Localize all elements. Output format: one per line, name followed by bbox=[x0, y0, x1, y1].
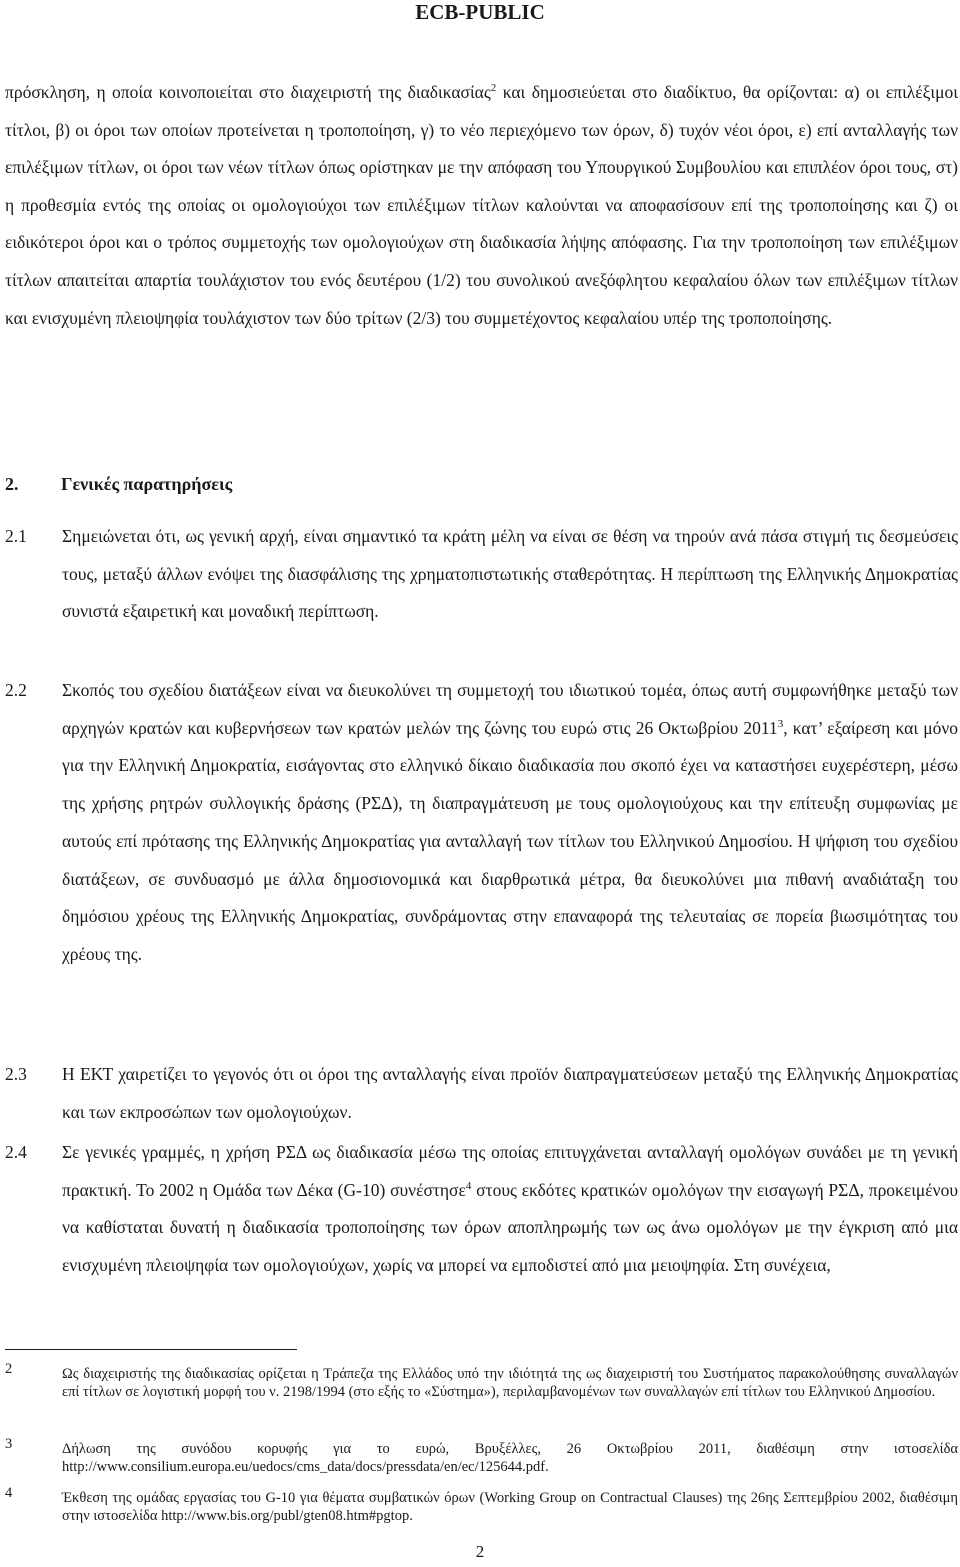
footnote-ref-3[interactable]: 3 bbox=[777, 717, 784, 730]
section-heading-title: Γενικές παρατηρήσεις bbox=[61, 474, 233, 494]
section-heading-number: 2. bbox=[5, 474, 19, 494]
section-text-part2: στους εκδότες κρατικών ομολόγων την εισαγωγή ΡΣΔ, προκειμένου να καθίσταται δυνατή η διαδικασία τροποποίησης των όρων αποπληρωμής των ως άνω ομολόγων με την έγκριση από μια ενισχυμένη πλειοψηφία των ομολογιούχων, χωρίς να μπορεί να εμποδιστεί από μια μειοψηφία. Στη συνέχεια, bbox=[62, 1179, 958, 1276]
section-text: Σημειώνεται ότι, ως γενική αρχή, είναι σημαντικό τα κράτη μέλη να είναι σε θέση να τηρούν ανά πάσα στιγμή τις δεσμεύσεις τους, μεταξύ άλλων ενόψει της διασφάλισης της χρηματοπιστωτικής σταθερότητας. Η περίπτωση της Ελληνικής Δημοκρατίας συνιστά εξαιρετική και μοναδική περίπτωση. bbox=[62, 526, 958, 622]
section-number: 2.2 bbox=[5, 680, 27, 700]
section-text-part2: , κατ’ εξαίρεση και μόνο για την Ελληνική Δημοκρατία, εισάγοντας στο ελληνικό δίκαιο διαδικασία που σκοπό έχει να καταστήσει ευχερέστερη, μέσω της χρήσης ρητρών συλλογικής δράσης (ΡΣΔ), τη διαπραγμάτευση με τους ομολογιούχους και την επίτευξη συμφωνίας με αυτούς επί πρότασης της Ελληνικής Δημοκρατίας για ανταλλαγή των τίτλων του Ελληνικού Δημοσίου. Η ψήφιση του σχεδίου διατάξεων, σε συνδυασμό με άλλα δημοσιονομικά και διαρθρωτικά μέτρα, θα διευκολύνει μια πιθανή αναδιάταξη του δημόσιου χρέους της Ελληνικής Δημοκρατίας, συνδράμοντας στην επαναφορά της τελευταίας σε πορεία βιωσιμότητας του χρέους της. bbox=[62, 717, 958, 964]
intro-text-part2: και δημοσιεύεται στο διαδίκτυο, θα ορίζονται: α) οι επιλέξιμοι τίτλοι, β) οι όροι των οποίων προτείνεται η τροποποίηση, γ) το νέο περιεχόμενο των όρων, δ) τυχόν νέοι όροι, ε) επί ανταλλαγής των επιλέξιμων τίτλων, οι όροι των νέων τίτλων όπως ορίστηκαν με την απόφαση του Υπουργικού Συμβουλίου και επιπλέον όροι τους, στ) η προθεσμία εντός της οποίας οι ομολογιούχοι των επιλέξιμων τίτλων καλούνται να αποφασίσουν επί της τροποποίησης και ζ) οι ειδικότεροι όροι και ο τρόπος συμμετοχής των ομολογιούχων στη διαδικασία λήψης απόφασης. Για την τροποποίηση των επιλέξιμων τίτλων απαιτείται απαρτία τουλάχιστον του ενός δευτέρου (1/2) του συνολικού ανεξόφλητου κεφαλαίου όλων των επιλέξιμων τίτλων και ενισχυμένη πλειοψηφία τουλάχιστον των δύο τρίτων (2/3) του συμμετέχοντος κεφαλαίου υπέρ της τροποποίησης. bbox=[5, 82, 958, 328]
section-2-1 bbox=[5, 518, 958, 631]
footnote-text: Έκθεση της ομάδας εργασίας του G-10 για θέματα συμβατικών όρων (Working Group on Contractual Clauses) της 26ης Σεπτεμβρίου 2002, διαθέσιμη στην ιστοσελίδα http://www.bis.org/publ/gten08.htm#pgtop. bbox=[62, 1490, 958, 1524]
section-number: 2.4 bbox=[5, 1142, 27, 1162]
footnote-number: 2 bbox=[5, 1361, 13, 1377]
section-text: Η ΕΚΤ χαιρετίζει το γεγονός ότι οι όροι της ανταλλαγής είναι προϊόν διαπραγματεύσεων μεταξύ της Ελληνικής Δημοκρατίας και των εκπροσώπων των ομολογιούχων. bbox=[62, 1064, 958, 1122]
document-classification-header: ECB-PUBLIC bbox=[415, 0, 545, 24]
footnote-ref-4[interactable]: 4 bbox=[465, 1179, 472, 1192]
section-text-part1: Σκοπός του σχεδίου διατάξεων είναι να διευκολύνει τη συμμετοχή του ιδιωτικού τομέα, όπως αυτή συμφωνήθηκε μεταξύ των αρχηγών κρατών και κυβερνήσεων των κρατών μελών της ζώνης του ευρώ στις 26 Οκτωβρίου 2011 bbox=[62, 680, 958, 738]
footnote-number: 4 bbox=[5, 1485, 13, 1501]
footnote-text: Δήλωση της συνόδου κορυφής για το ευρώ, Βρυξέλλες, 26 Οκτωβρίου 2011, διαθέσιμη στην ιστοσελίδα http://www.consilium.europa.eu/uedocs/cms_data/docs/pressdata/en/ec/125644.pdf. bbox=[62, 1441, 958, 1475]
footnote-separator bbox=[5, 1349, 297, 1350]
intro-text-part1: πρόσκληση, η οποία κοινοποιείται στο διαχειριστή της διαδικασίας bbox=[5, 82, 491, 102]
footnote-4 bbox=[5, 1485, 958, 1525]
section-text bbox=[62, 672, 958, 974]
footnote-number: 3 bbox=[5, 1436, 13, 1452]
section-text-part1: Σε γενικές γραμμές, η χρήση ΡΣΔ ως διαδικασία μέσω της οποίας επιτυγχάνεται ανταλλαγή ομολόγων συνάδει με τη γενική πρακτική. Το 2002 η Ομάδα των Δέκα (G-10) συνέστησε bbox=[62, 1142, 958, 1200]
section-number: 2.3 bbox=[5, 1064, 27, 1084]
footnote-3 bbox=[5, 1436, 958, 1476]
footnote-2 bbox=[5, 1361, 958, 1401]
section-heading bbox=[5, 472, 232, 496]
section-2-4 bbox=[5, 1134, 958, 1285]
section-number: 2.1 bbox=[5, 526, 27, 546]
intro-paragraph bbox=[5, 74, 958, 337]
footnote-text: Ως διαχειριστής της διαδικασίας ορίζεται η Τράπεζα της Ελλάδος υπό την ιδιότητά της ως διαχειριστή του Συστήματος παρακολούθησης συναλλαγών επί τίτλων σε λογιστική μορφή του ν. 2198/1994 (στο εξής το «Σύστημα»), περιλαμβανομένων των συναλλαγών επί τίτλων του Ελληνικού Δημοσίου. bbox=[62, 1366, 958, 1400]
section-text bbox=[62, 1134, 958, 1285]
page-number: 2 bbox=[475, 1542, 485, 1561]
section-2-2 bbox=[5, 672, 958, 974]
footnote-ref-2[interactable]: 2 bbox=[490, 82, 497, 94]
section-2-3 bbox=[5, 1056, 958, 1131]
